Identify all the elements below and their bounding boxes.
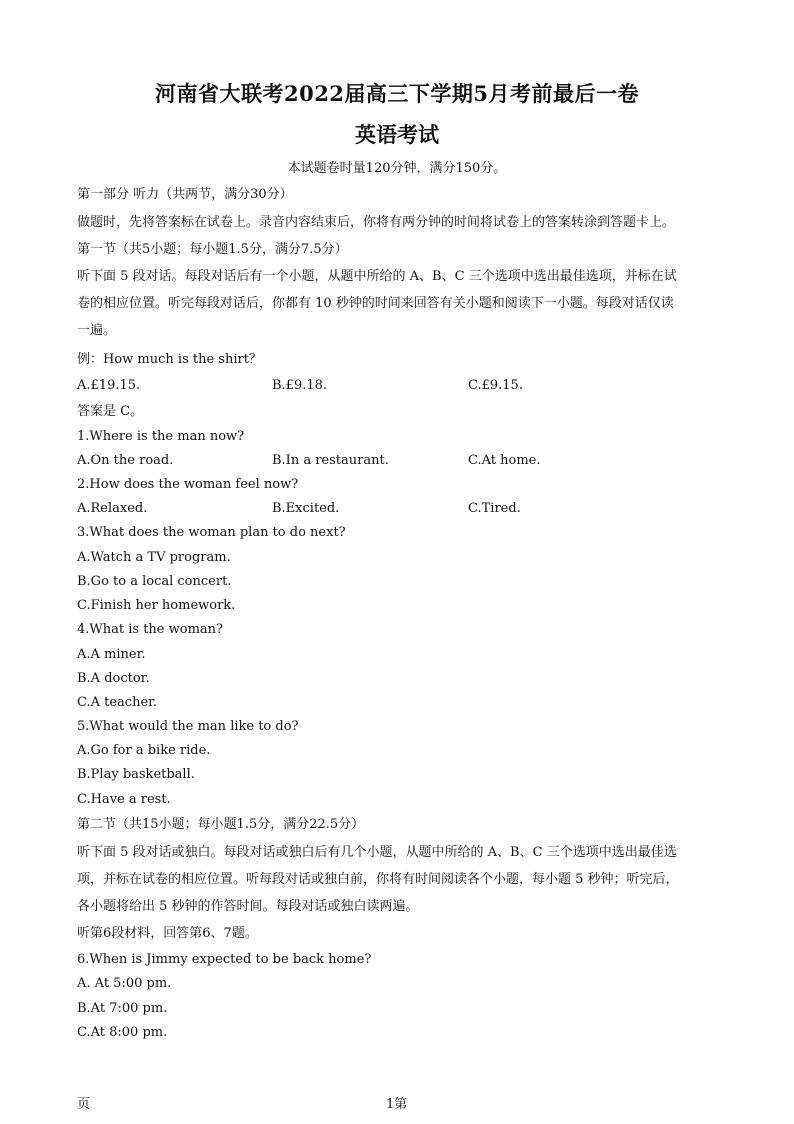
question-3: 3.What does the woman plan to do next? (77, 525, 346, 540)
q6-option-a: A. At 5:00 pm. (77, 976, 172, 991)
question-1: 1.Where is the man now? (77, 429, 245, 444)
time-info: 本试题卷时量120分钟，满分150分。 (287, 161, 507, 176)
exam-title: 河南省大联考2022届高三下学期5月考前最后一卷 (154, 81, 640, 106)
q1-option-c: C.At home. (468, 453, 541, 468)
section2-heading: 第二节（共15小题；每小题1.5分，满分22.5分） (77, 817, 365, 832)
q5-option-c: C.Have a rest. (77, 792, 171, 807)
exam-subtitle: 英语考试 (355, 122, 439, 147)
q1-option-a: A.On the road. (77, 453, 174, 468)
section1-heading: 第一节（共5小题；每小题1.5分，满分7.5分） (77, 242, 348, 257)
section2-instruction-line3: 各小题将给出 5 秒钟的作答时间。每段对话或独白读两遍。 (77, 899, 419, 914)
q3-option-c: C.Finish her homework. (77, 598, 236, 613)
q5-option-a: A.Go for a bike ride. (77, 743, 211, 758)
q4-option-c: C.A teacher. (77, 695, 158, 710)
section2-instruction-line2: 项，并标在试卷的相应位置。听每段对话或独白前，你将有时间阅读各个小题，每小题 5 秒钟；听完后， (77, 872, 679, 887)
question-6: 6.When is Jimmy expected to be back home? (77, 952, 372, 967)
material-6-heading: 听第6段材料，回答第6、7题。 (77, 926, 258, 941)
part1-instruction: 做题时，先将答案标在试卷上。录音内容结束后，你将有两分钟的时间将试卷上的答案转涂到答题卡上。 (77, 215, 676, 230)
q1-option-b: B.In a restaurant. (272, 453, 389, 468)
q2-option-a: A.Relaxed. (77, 501, 148, 516)
example-option-b: B.£9.18. (272, 378, 328, 393)
section1-instruction-line1: 听下面 5 段对话。每段对话后有一个小题，从题中所给的 A、B、C 三个选项中选出最佳选项，并标在试 (77, 269, 677, 284)
example-answer: 答案是 C。 (77, 404, 144, 419)
q3-option-b: B.Go to a local concert. (77, 574, 232, 589)
q4-option-a: A.A miner. (77, 647, 146, 662)
q2-option-c: C.Tired. (468, 501, 521, 516)
q6-option-b: B.At 7:00 pm. (77, 1001, 168, 1016)
q5-option-b: B.Play basketball. (77, 767, 195, 782)
example-option-c: C.£9.15. (468, 378, 523, 393)
question-4: 4.What is the woman? (77, 622, 224, 637)
section2-instruction-line1: 听下面 5 段对话或独白。每段对话或独白后有几个小题，从题中所给的 A、B、C 三个选项中选出最佳选 (77, 845, 677, 860)
question-5: 5.What would the man like to do? (77, 719, 299, 734)
part1-heading: 第一部分 听力（共两节，满分30分） (77, 187, 293, 202)
footer-page-number: 1第 (386, 1097, 408, 1112)
example-question: 例：How much is the shirt？ (77, 352, 262, 367)
q4-option-b: B.A doctor. (77, 671, 150, 686)
question-2: 2.How does the woman feel now? (77, 477, 299, 492)
q3-option-a: A.Watch a TV program. (77, 550, 231, 565)
footer-page-label: 页 (77, 1097, 91, 1112)
section1-instruction-line2: 卷的相应位置。听完每段对话后，你都有 10 秒钟的时间来回答有关小题和阅读下一小题。每段对话仅读 (77, 296, 674, 311)
section1-instruction-line3: 一遍。 (77, 323, 117, 338)
q6-option-c: C.At 8:00 pm. (77, 1025, 168, 1040)
example-option-a: A.£19.15. (77, 378, 141, 393)
q2-option-b: B.Excited. (272, 501, 340, 516)
